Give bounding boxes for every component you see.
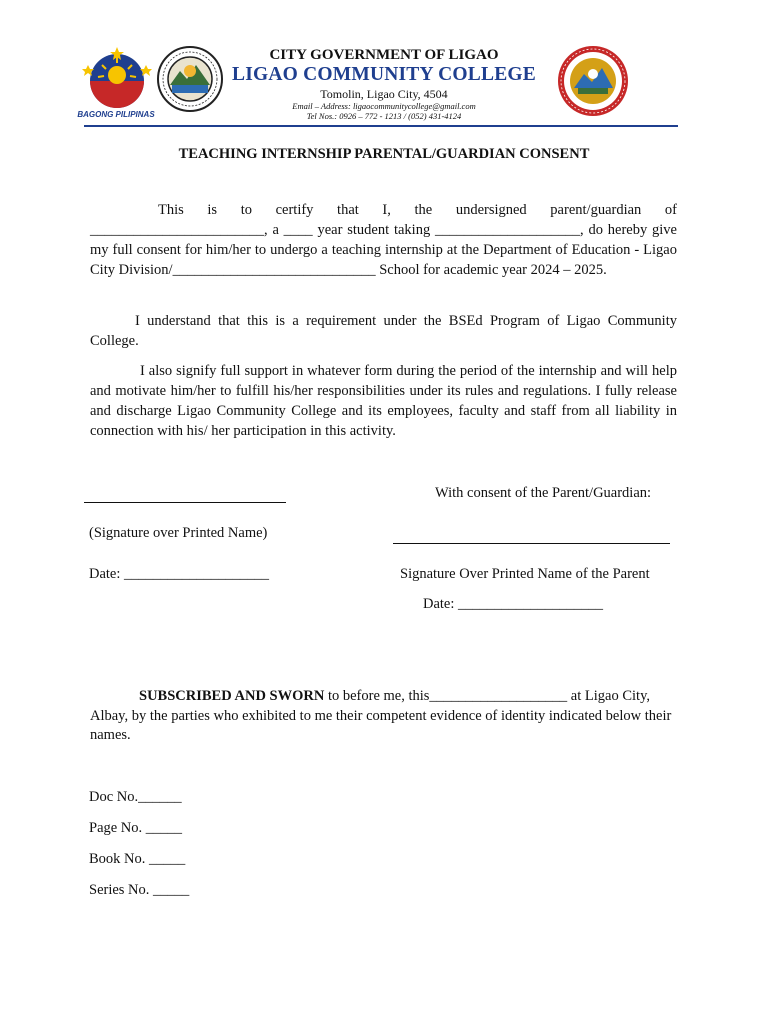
parent-signature-label: Signature Over Printed Name of the Parent — [400, 566, 650, 582]
doc-number-field: Doc No.______ — [89, 789, 182, 805]
sworn-statement — [90, 687, 677, 746]
college-email: Email – Address: ligaocommunitycollege@gmail.com — [292, 101, 476, 111]
parent-consent-label: With consent of the Parent/Guardian: — [435, 485, 652, 501]
header-divider — [84, 125, 678, 127]
college-telephone: Tel Nos.: 0926 – 772 - 1213 / (052) 431-4124 — [306, 111, 462, 121]
city-government-heading: CITY GOVERNMENT OF LIGAO — [269, 47, 499, 63]
consent-paragraph-2: I understand that this is a requirement under the BSEd Program of Ligao Community College. — [90, 313, 677, 349]
college-name-heading: LIGAO COMMUNITY COLLEGE — [232, 64, 536, 85]
consent-paragraph-1: This is to certify that I, the undersigned parent/guardian of ________________________, a ____ year student taking ____________________, do hereby give my full consent for him/her to undergo a teaching internship at the Department of Education - Ligao City Division/____________________________ School for academic year 2024 – 2025. — [90, 202, 677, 278]
student-signature-label: (Signature over Printed Name) — [89, 525, 268, 541]
parent-signature-line — [393, 543, 670, 544]
sworn-statement-bold: SUBSCRIBED AND SWORN — [139, 688, 325, 704]
document-title: TEACHING INTERNSHIP PARENTAL/GUARDIAN CONSENT — [178, 146, 590, 162]
bagong-pilipinas-caption: BAGONG PILIPINAS — [77, 110, 155, 119]
student-signature-line — [84, 502, 286, 503]
parent-date-field: Date: ____________________ — [423, 596, 604, 612]
student-date-field: Date: ____________________ — [89, 566, 270, 582]
college-address: Tomolin, Ligao City, 4504 — [320, 87, 448, 101]
consent-paragraph-3: I also signify full support in whatever form during the period of the internship and will help and motivate him/her to fulfill his/her responsibilities under its rules and regulations. I fully release and discharge Ligao Community College and its employees, faculty and staff from all liability in connection with his/ her participation in this activity. — [90, 363, 677, 439]
series-number-field: Series No. _____ — [89, 882, 190, 898]
sworn-statement-text: to before me, this___________________ at Ligao City, Albay, by the parties who exhibited to me their competent evidence of identity indicated below their names. — [90, 688, 672, 743]
book-number-field: Book No. _____ — [89, 851, 186, 867]
page-number-field: Page No. _____ — [89, 820, 183, 836]
